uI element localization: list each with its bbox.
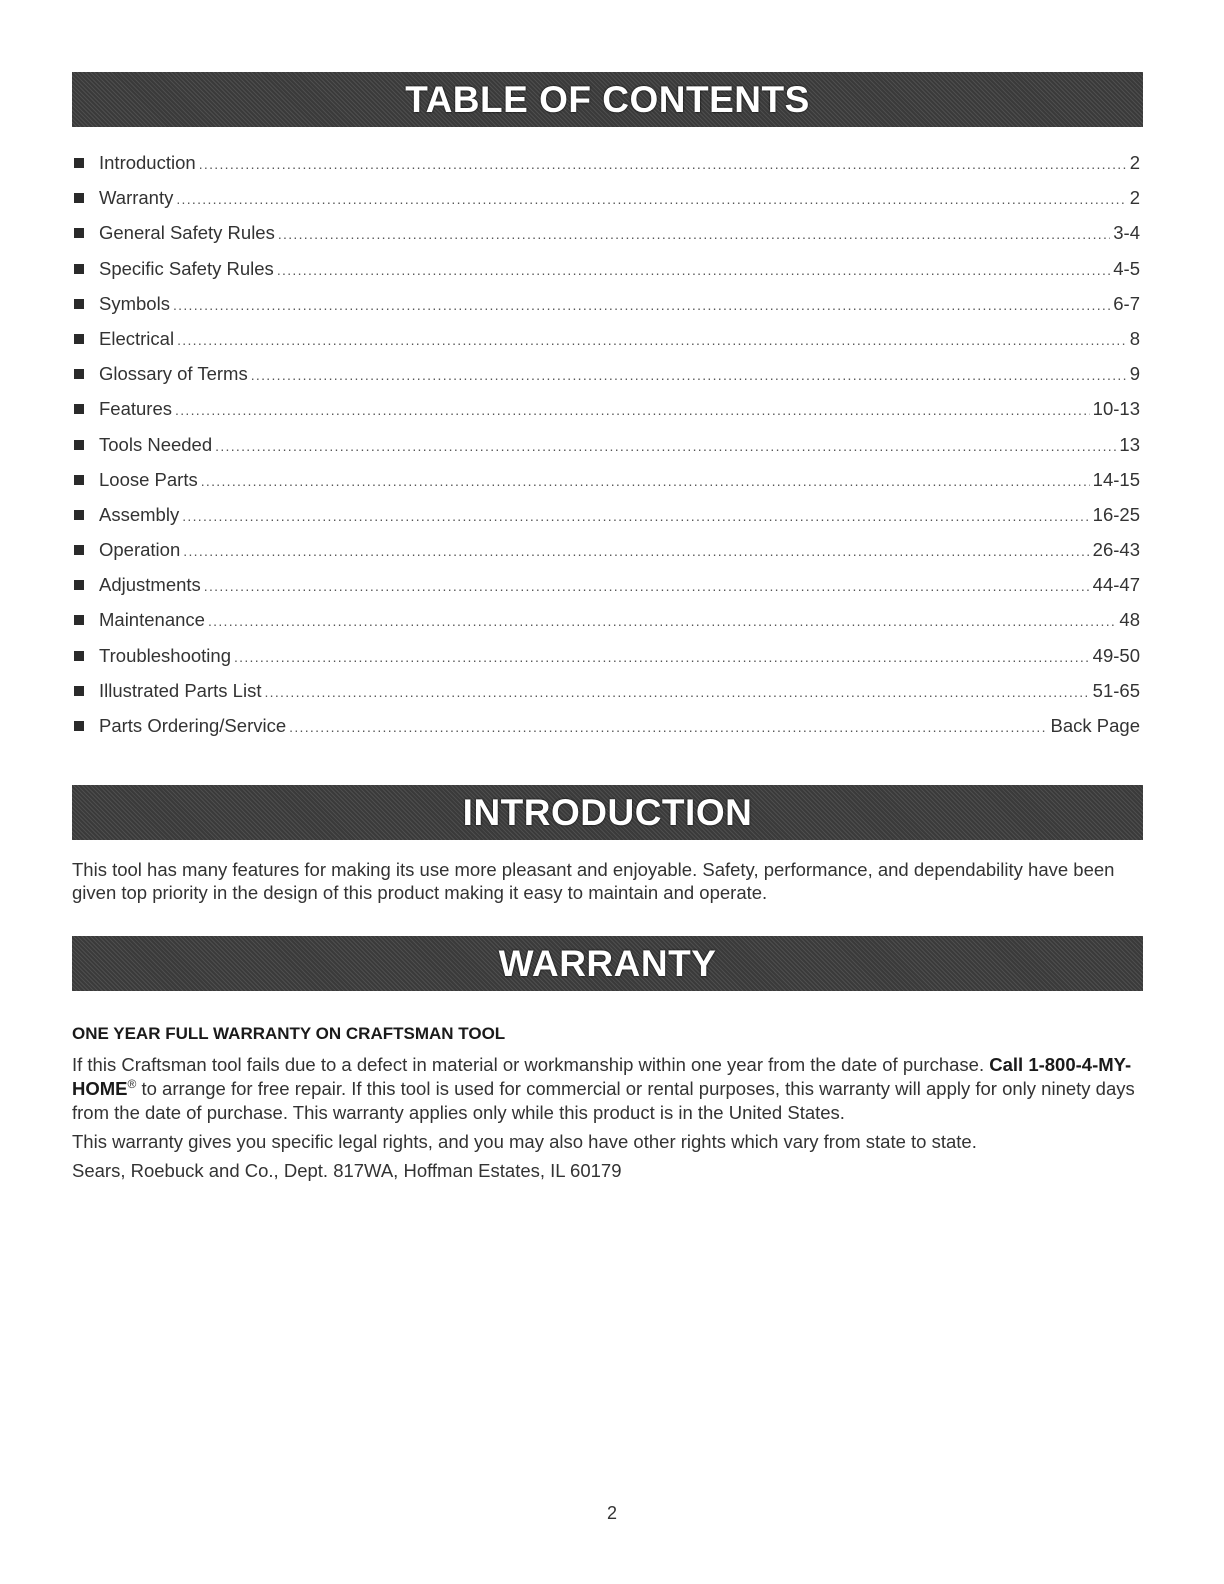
warranty-rights: This warranty gives you specific legal rights, and you may also have other rights which vary from state to state.	[72, 1131, 977, 1152]
square-bullet-icon	[74, 651, 84, 661]
dot-leader	[215, 438, 1116, 454]
square-bullet-icon	[74, 228, 84, 238]
toc-item	[74, 293, 1140, 328]
toc-item	[74, 645, 1140, 680]
square-bullet-icon	[74, 299, 84, 309]
warranty-body-part1: If this Craftsman tool fails due to a defect in material or workmanship within one year from the date of purchase.	[72, 1054, 985, 1075]
toc-item-title: Tools Needed	[99, 433, 213, 455]
warranty-call-label: Call	[989, 1054, 1024, 1075]
toc-item-page: 10-13	[1092, 398, 1140, 420]
toc-item-page: 2	[1129, 152, 1140, 173]
square-bullet-icon	[74, 721, 84, 731]
toc-item-page: 48	[1119, 609, 1140, 631]
square-bullet-icon	[74, 510, 84, 520]
square-bullet-icon	[74, 369, 84, 379]
dot-leader	[177, 332, 1127, 348]
toc-banner	[72, 72, 1143, 127]
toc-item-title: Loose Parts	[99, 468, 198, 490]
toc-item-title: Troubleshooting	[99, 644, 231, 666]
warranty-address: Sears, Roebuck and Co., Dept. 817WA, Hoffman Estates, IL 60179	[72, 1160, 622, 1181]
warranty-body-part2: to arrange for free repair. If this tool is used for commercial or rental purposes, this warranty will apply for only ninety days from the date of purchase. This warranty applies only while this product is in the United States.	[72, 1078, 1135, 1123]
toc-item-page: Back Page	[1050, 715, 1140, 736]
dot-leader	[277, 262, 1110, 278]
square-bullet-icon	[74, 545, 84, 555]
square-bullet-icon	[74, 440, 84, 450]
toc-item	[74, 328, 1140, 363]
toc-item-title: Warranty	[99, 187, 174, 209]
introduction-title: INTRODUCTION	[462, 791, 753, 833]
square-bullet-icon	[74, 334, 84, 344]
toc-item-title: Assembly	[99, 503, 180, 525]
registered-mark: ®	[127, 1076, 137, 1091]
warranty-title: WARRANTY	[498, 942, 717, 984]
toc-item	[74, 539, 1140, 574]
toc-item-page: 49-50	[1092, 644, 1140, 666]
dot-leader	[182, 508, 1089, 524]
dot-leader	[234, 649, 1090, 665]
dot-leader	[173, 297, 1110, 313]
toc-item-page: 26-43	[1092, 539, 1140, 561]
square-bullet-icon	[74, 193, 84, 203]
square-bullet-icon	[74, 158, 84, 168]
toc-item-title: Features	[99, 398, 173, 420]
dot-leader	[199, 156, 1127, 172]
toc-item-title: Electrical	[99, 327, 175, 349]
toc-item	[74, 574, 1140, 609]
toc-item	[74, 398, 1140, 433]
square-bullet-icon	[74, 580, 84, 590]
toc-item-title: Operation	[99, 539, 181, 561]
toc-item-title: Symbols	[99, 292, 170, 314]
dot-leader	[204, 578, 1090, 594]
introduction-text: This tool has many features for making its use more pleasant and enjoyable. Safety, performance, and dependability have been given top priority in the design of this product making it easy to maintain and operate.	[72, 859, 1115, 903]
warranty-heading: ONE YEAR FULL WARRANTY ON CRAFTSMAN TOOL	[72, 1024, 506, 1043]
toc-item	[74, 363, 1140, 398]
toc-item-title: Specific Safety Rules	[99, 257, 274, 279]
toc-item	[74, 187, 1140, 222]
page-number: 2	[606, 1503, 617, 1523]
toc-item	[74, 152, 1140, 187]
toc-item	[74, 680, 1140, 715]
dot-leader	[278, 226, 1110, 242]
toc-item-page: 16-25	[1092, 503, 1140, 525]
toc-item-title: Illustrated Parts List	[99, 679, 262, 701]
dot-leader	[289, 719, 1047, 735]
toc-list	[74, 152, 1140, 750]
toc-item	[74, 222, 1140, 257]
square-bullet-icon	[74, 615, 84, 625]
warranty-body	[72, 1053, 1152, 1125]
toc-item-page: 44-47	[1092, 574, 1140, 596]
square-bullet-icon	[74, 686, 84, 696]
toc-item-title: Maintenance	[99, 609, 205, 631]
dot-leader	[183, 543, 1089, 559]
warranty-phone: 1-800-4-MY-HOME	[72, 1054, 1132, 1099]
toc-item	[74, 504, 1140, 539]
toc-item-page: 8	[1129, 327, 1140, 349]
toc-title: TABLE OF CONTENTS	[405, 78, 810, 120]
introduction-banner	[72, 785, 1143, 840]
toc-item-title: General Safety Rules	[99, 222, 275, 244]
toc-item-page: 14-15	[1092, 468, 1140, 490]
square-bullet-icon	[74, 475, 84, 485]
toc-item-title: Parts Ordering/Service	[99, 715, 287, 736]
dot-leader	[264, 684, 1089, 700]
toc-item	[74, 715, 1140, 750]
toc-item-page: 2	[1129, 187, 1140, 209]
toc-item	[74, 469, 1140, 504]
toc-item-page: 3-4	[1113, 222, 1140, 244]
dot-leader	[201, 473, 1090, 489]
dot-leader	[175, 402, 1090, 418]
toc-item-page: 51-65	[1092, 679, 1140, 701]
toc-item-title: Glossary of Terms	[99, 363, 248, 385]
toc-item	[74, 258, 1140, 293]
square-bullet-icon	[74, 264, 84, 274]
dot-leader	[176, 191, 1126, 207]
toc-item-page: 13	[1119, 433, 1140, 455]
dot-leader	[251, 367, 1127, 383]
warranty-banner	[72, 936, 1143, 991]
toc-item	[74, 609, 1140, 644]
toc-item-page: 4-5	[1113, 257, 1140, 279]
toc-item-page: 6-7	[1113, 292, 1140, 314]
toc-item-title: Adjustments	[99, 574, 201, 596]
dot-leader	[208, 613, 1116, 629]
toc-item-title: Introduction	[99, 152, 196, 173]
toc-item-page: 9	[1129, 363, 1140, 385]
toc-item	[74, 434, 1140, 469]
square-bullet-icon	[74, 404, 84, 414]
